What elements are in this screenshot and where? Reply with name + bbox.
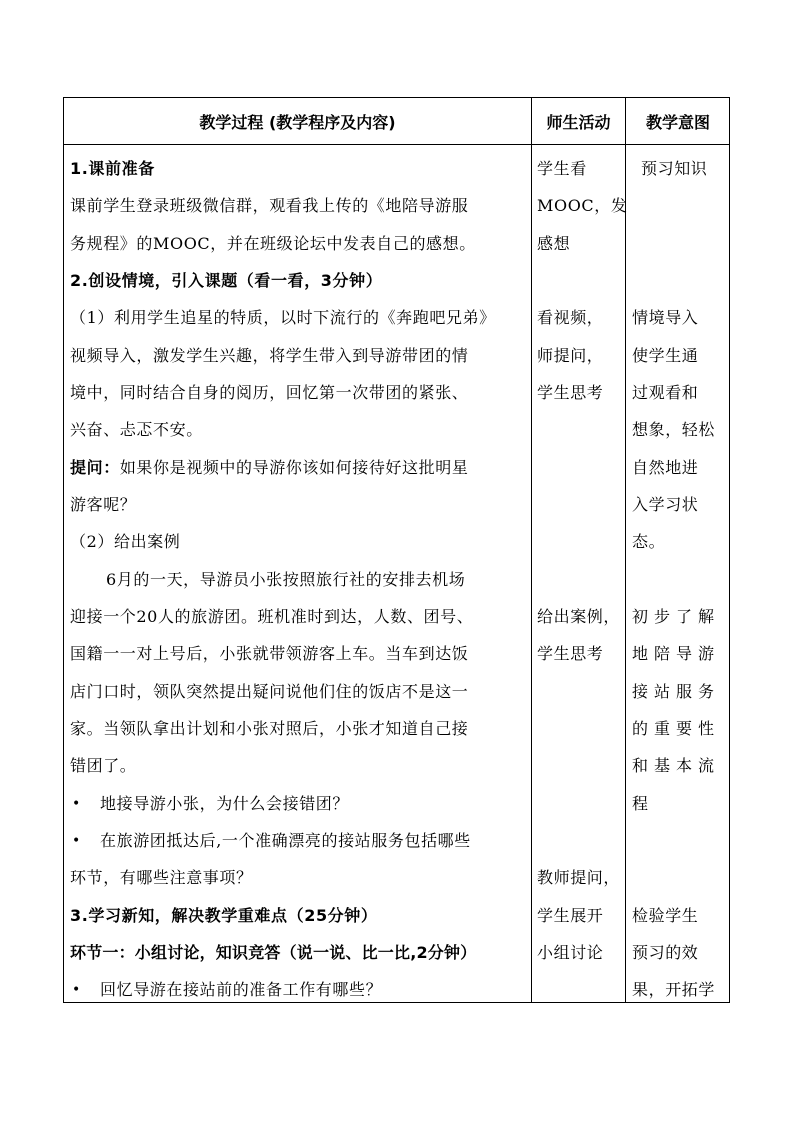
question-label: 提问：	[70, 458, 120, 477]
bullet-icon: •	[72, 982, 81, 998]
section-subtitle: 环节一：小组讨论，知识竞答（说一说、比一比,2分钟）	[70, 943, 477, 962]
body-text: 境中，同时结合自身的阅历，回忆第一次带团的紧张、	[70, 383, 469, 402]
intent-text: 的重要性	[632, 719, 721, 738]
column-divider	[531, 98, 532, 1002]
body-text: 视频导入，激发学生兴趣，将学生带入到导游带团的情	[70, 346, 469, 365]
bullet-item: 在旅游团抵达后,一个准确漂亮的接站服务包括哪些	[100, 831, 471, 850]
activity-text: 学生展开	[537, 906, 604, 925]
case-text: 错团了。	[70, 756, 137, 775]
intent-text: 入学习状	[632, 495, 699, 514]
intent-text: 和基本流	[632, 756, 721, 775]
body-text: 环节，有哪些注意事项？	[70, 868, 253, 887]
body-text: 务规程》的MOOC，并在班级论坛中发表自己的感想。	[70, 234, 476, 253]
activity-text: MOOC，发	[537, 196, 628, 215]
intent-text: 接站服务	[632, 682, 721, 701]
question-text: 如果你是视频中的导游你该如何接待好这批明星	[119, 458, 469, 477]
activity-text: 教师提问，	[537, 868, 621, 887]
intent-text: 自然地进	[632, 458, 699, 477]
intent-text: 检验学生	[632, 906, 699, 925]
case-text: 家。当领队拿出计划和小张对照后，小张才知道自己接	[70, 719, 469, 738]
intent-text: 果，开拓学	[632, 980, 716, 999]
header-intent: 教学意图	[645, 112, 710, 132]
intent-text: 过观看和	[632, 383, 699, 402]
header-teaching-process: 教学过程 (教学程序及内容)	[199, 112, 396, 132]
case-text: 迎接一个20人的旅游团。班机准时到达，人数、团号、	[70, 607, 474, 626]
activity-text: 小组讨论	[537, 943, 604, 962]
header-divider	[64, 144, 729, 145]
intent-text: 初步了解	[632, 607, 721, 626]
case-text: 6月的一天，导游员小张按照旅行社的安排去机场	[106, 570, 466, 589]
column-divider	[625, 98, 626, 1002]
body-text: 兴奋、忐忑不安。	[70, 420, 203, 439]
body-text: （2）给出案例	[70, 532, 181, 551]
activity-text: 师提问，	[537, 346, 604, 365]
body-text: 游客呢？	[70, 495, 137, 514]
activity-text: 看视频，	[537, 308, 604, 327]
body-text: 课前学生登录班级微信群，观看我上传的《地陪导游服	[70, 196, 469, 215]
intent-text: 想象，轻松	[632, 420, 716, 439]
case-text: 店门口时，领队突然提出疑问说他们住的饭店不是这一	[70, 682, 469, 701]
activity-text: 学生看	[537, 159, 587, 178]
section-title: 1.课前准备	[70, 159, 155, 178]
lesson-plan-table	[63, 97, 730, 1003]
case-text: 国籍一一对上号后，小张就带领游客上车。当车到达饭	[70, 644, 469, 663]
intent-text: 地陪导游	[632, 644, 721, 663]
intent-text: 情境导入	[632, 308, 699, 327]
header-activities: 师生活动	[546, 112, 611, 132]
intent-text: 预习知识	[641, 159, 708, 178]
bullet-icon: •	[72, 796, 81, 812]
activity-text: 学生思考	[537, 644, 604, 663]
question-line	[70, 458, 468, 478]
bullet-icon: •	[72, 833, 81, 849]
intent-text: 使学生通	[632, 346, 699, 365]
section-title: 3.学习新知，解决教学重难点（25分钟）	[70, 906, 378, 925]
section-title: 2.创设情境，引入课题（看一看，3分钟）	[70, 271, 383, 290]
activity-text: 学生思考	[537, 383, 604, 402]
body-text: （1）利用学生追星的特质，以时下流行的《奔跑吧兄弟》	[70, 308, 496, 327]
activity-text: 给出案例，	[537, 607, 621, 626]
bullet-item: 回忆导游在接站前的准备工作有哪些？	[100, 980, 383, 999]
intent-text: 态。	[632, 532, 666, 551]
intent-text: 预习的效	[632, 943, 699, 962]
bullet-item: 地接导游小张，为什么会接错团？	[100, 794, 350, 813]
activity-text: 感想	[537, 234, 571, 253]
intent-text: 程	[632, 794, 649, 813]
